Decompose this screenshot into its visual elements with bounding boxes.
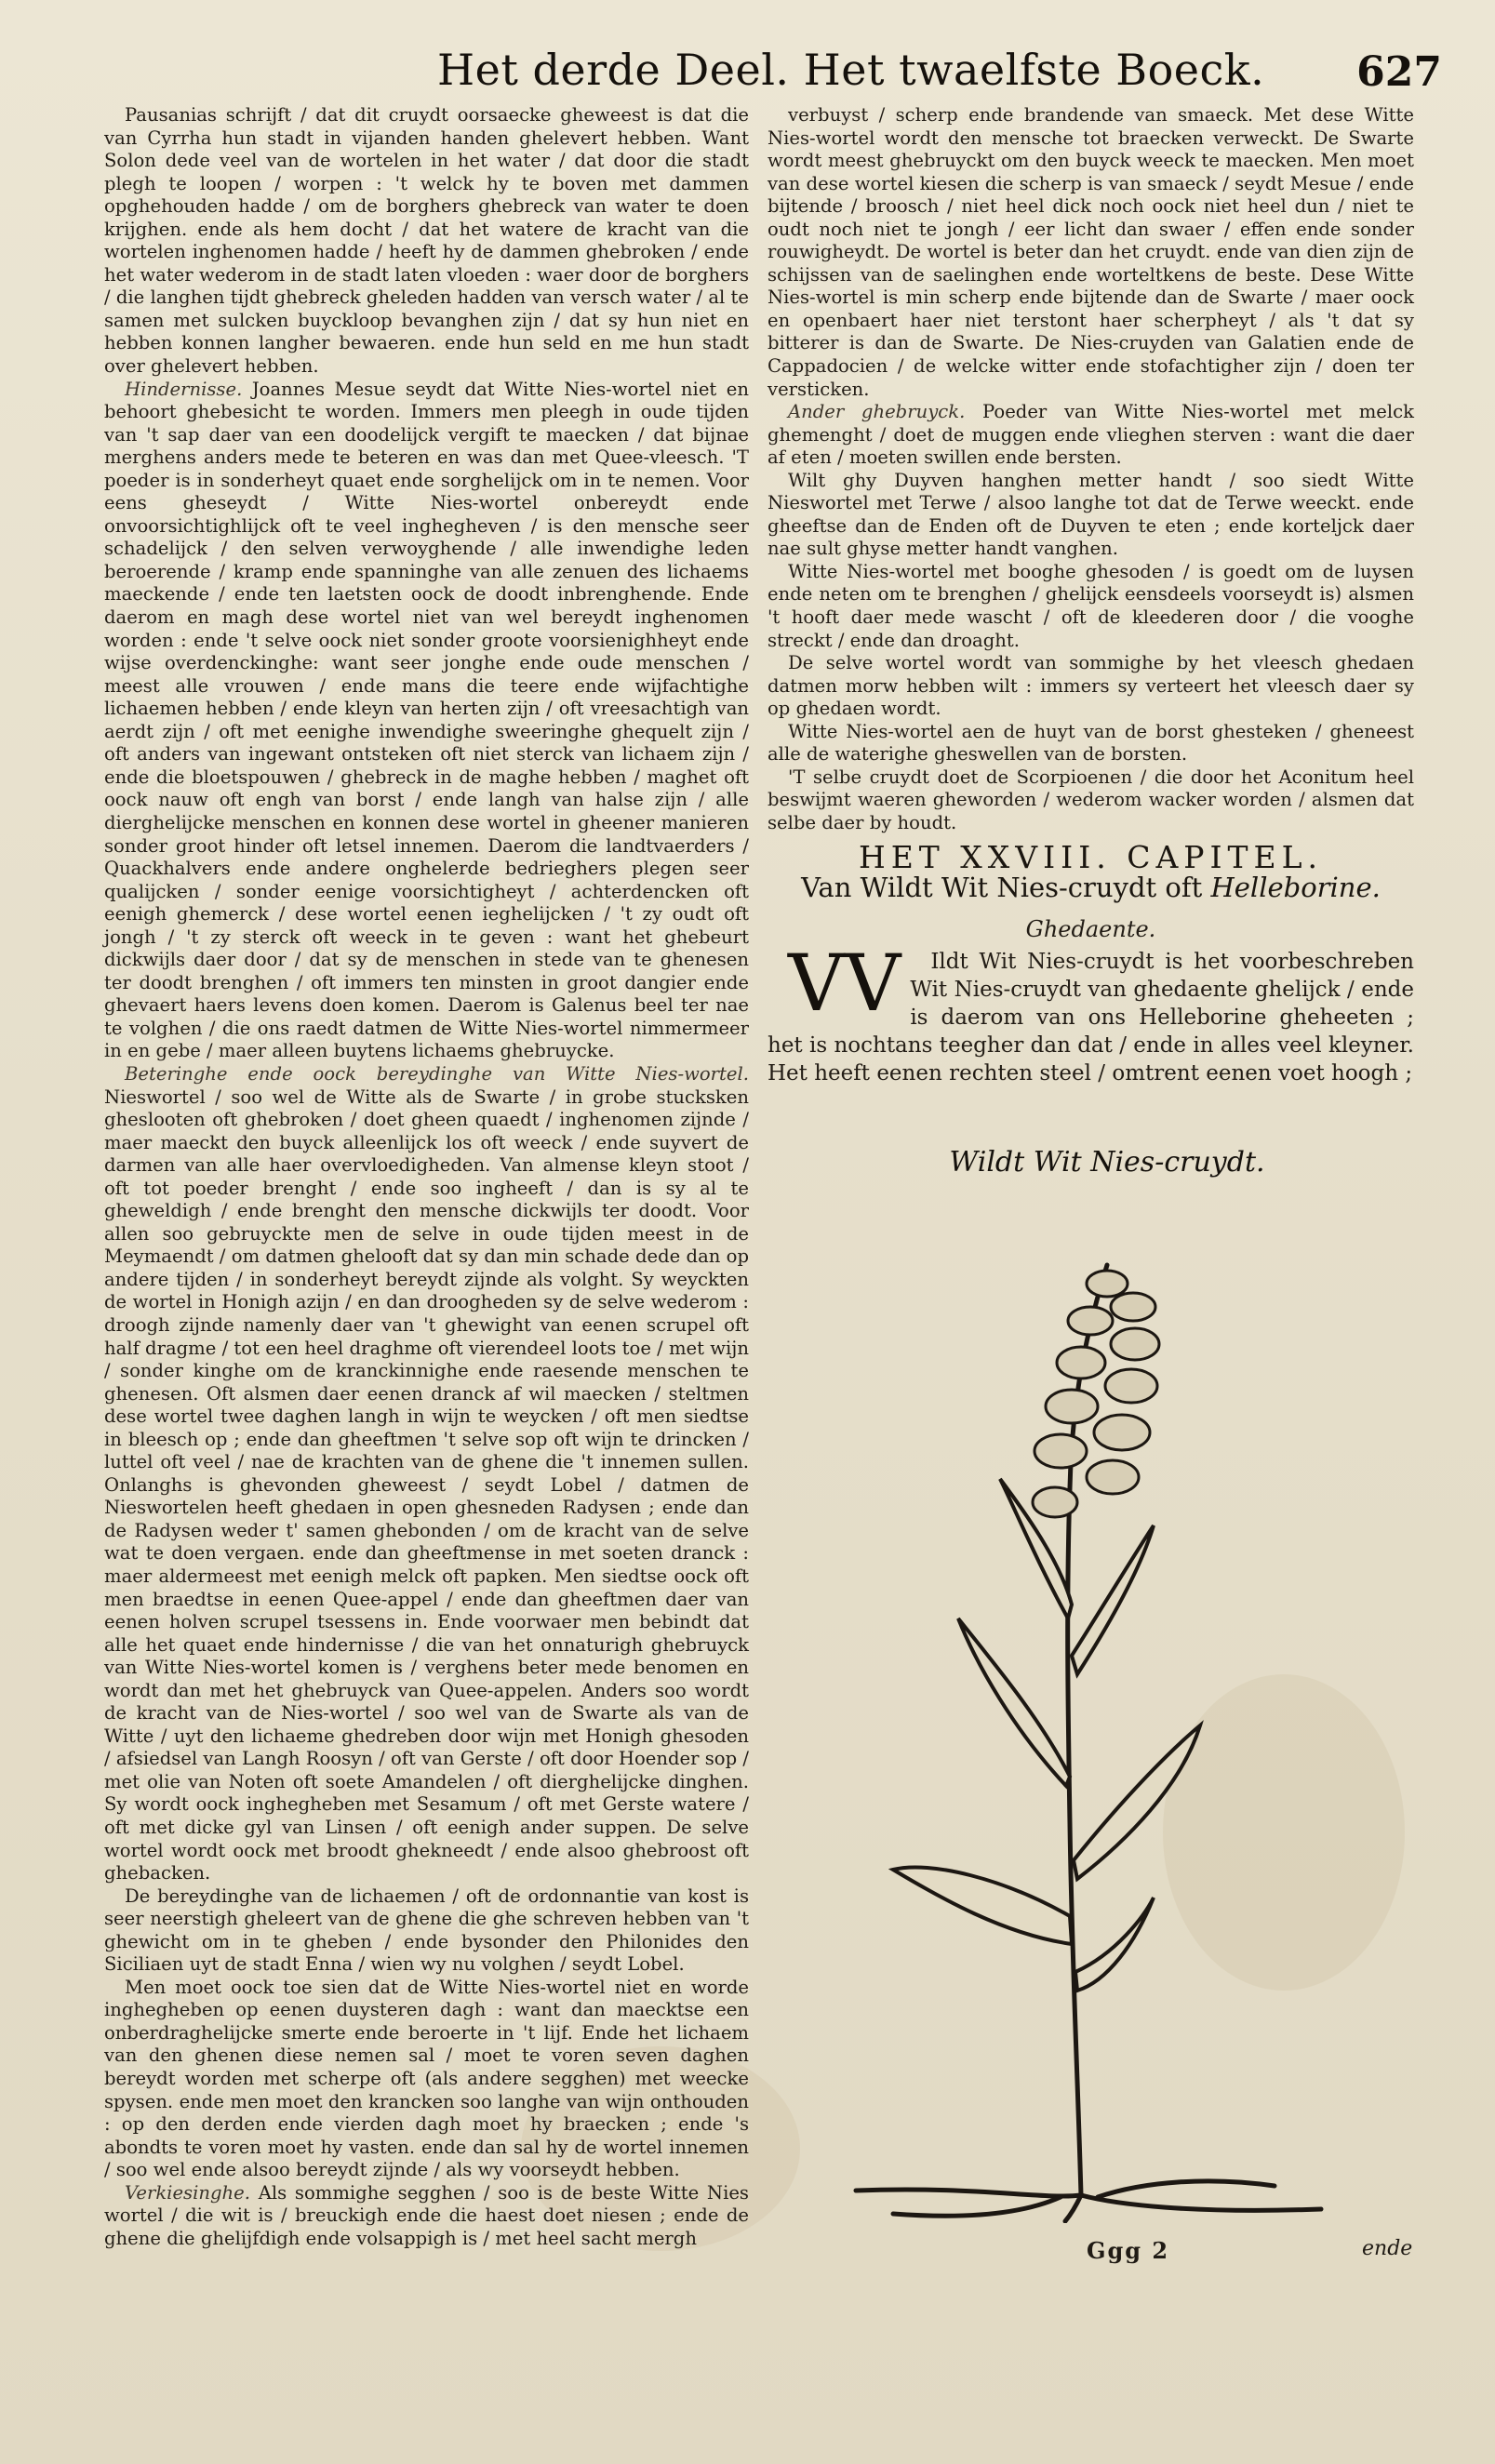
flower [1111,1328,1159,1360]
flower [1087,1460,1139,1494]
paragraph-text: 'T selbe cruydt doet de Scorpioenen / die door het Aconitum heel beswijmt waeren gheworden / wederom wacker worden / alsmen dat selbe daer by houdt. [768,766,1414,833]
signature-mark: Ggg 2 [1087,2237,1170,2264]
paragraph-lead: Ander ghebruyck. [788,401,966,423]
flower [1094,1415,1150,1450]
left-column [104,104,749,2250]
chapter-heading: HET XXVIII. CAPITEL. [858,838,1324,875]
right-column [768,104,1414,1087]
leaf [1074,1725,1200,1879]
flower [1034,1434,1087,1468]
paragraph-text: Pausanias schrijft / dat dit cruydt oorsaecke gheweest is dat die van Cyrrha hun stadt in vijanden handen ghelevert hebben. Want Solon dede veel van de wortelen in het water / dat door die stadt plegh te loopen / worpen : 't welck hy te boven met dammen opghehouden hadde / om de borghers ghebreck van water te doen krijghen. ende als hem docht / dat het watere de kracht van die wortelen inghenomen hadde / heeft hy de dammen ghebroken / ende het water wederom in de stadt laten vloeden : waer door de borghers / die langhen tijdt ghebreck gheleden hadden van versch water / al te samen met sulcken buyckloop bevanghen zijn / dat sy hun niet en hebben konnen langher bewaeren. ende hun seld en me hun stadt over ghelevert hebben. [104,104,749,378]
paragraph-lead: Beteringhe ende oock bereydinghe van Witte Nies-wortel. [125,1062,749,1085]
intro-text: Ildt Wit Nies-cruydt is het voorbeschreben Wit Nies-cruydt van ghedaente ghelijck / ende is daerom van ons Helleborine gheheeten ; het is nochtans teegher dan dat / ende in alles veel kleyner. Het heeft eenen rechten steel / omtrent eenen voet hoogh ; [768,950,1414,1086]
leaf [958,1618,1070,1786]
section-label: Ghedaente. [1025,915,1156,942]
paragraph [768,470,1414,561]
paragraph-text: Als sommighe segghen / soo is de beste Witte Nies wortel / die wit is / breuckigh ende die haest doet niesen ; ende de ghene die ghelijfdigh ende volsappigh is / met heel sacht mergh [104,2181,749,2249]
intro-paragraph [768,938,1414,1087]
chapter-title [768,872,1414,904]
catchword: ende [1362,2237,1413,2260]
root [1098,2181,1275,2197]
root [893,2197,1061,2216]
leaf [893,1867,1072,1944]
paragraph [104,1063,749,1885]
paragraph [768,652,1414,721]
helleborine-woodcut-illustration [837,1228,1358,2223]
paragraph-text: Wilt ghy Duyven hanghen metter handt / soo siedt Witte Nieswortel met Terwe / alsoo langhe tot dat de Terwe weeckt. ende gheeftse dan de Enden oft de Duyven te eten ; ende korteljck daer nae sult ghyse metter handt vanghen. [768,469,1414,560]
paragraph-text: Witte Nies-wortel aen de huyt van de borst ghesteken / gheneest alle de waterighe gheswellen van de borsten. [768,720,1414,766]
paragraph [104,104,749,379]
paragraph [768,766,1414,835]
paragraph [104,379,749,1063]
paragraph-text: verbuyst / scherp ende brandende van smaeck. Met dese Witte Nies-wortel wordt den mensche tot braecken verweckt. De Swarte wordt meest ghebruyckt om den buyck weeck te maecken. Men moet van dese wortel kiesen die scherp is van smaeck / seydt Mesue / ende bijtende / broosch / niet heel dick noch oock niet heel dun / niet te oudt noch niet te jongh / eer licht dan swaer / effen ende sonder rouwigheydt. De wortel is beter dan het cruydt. ende van dien zijn de schijssen van de saelinghen ende worteltkens de beste. Dese Witte Nies-wortel is min scherp ende bijtende dan de Swarte / maer oock en openbaert haer niet terstont haer scherpheyt / als 't dat sy bitterer is dan de Swarte. De Nies-cruyden van Galatien ende de Cappadocien / de welcke witter ende stofachtigher zijn / doen ter versticken. [768,104,1414,400]
illustration-caption: Wildt Wit Nies-cruydt. [949,1146,1265,1179]
paragraph-text: Poeder van Witte Nies-wortel met melck ghemenght / doet de muggen ende vlieghen sterven : want die daer af eten / moeten swillen ende bersten. [768,401,1414,469]
page-number: 627 [1356,48,1442,96]
paragraph [104,1885,749,1977]
paragraph [768,721,1414,766]
root [1065,2195,1081,2221]
leaf [1072,1525,1154,1674]
flower [1046,1390,1098,1423]
paragraph-text: Witte Nies-wortel met booghe ghesoden / is goedt om de luysen ende neten om te brenghen / ghelijck eensdeels voorseydt is) alsmen 't hooft daer mede wascht / oft de kleederen door / die vooghe streckt / ende dan droaght. [768,560,1414,651]
page-header [437,37,1442,112]
flower [1033,1487,1077,1517]
flower-bud [1068,1307,1113,1335]
flower-bud [1087,1271,1128,1297]
flower [1105,1369,1157,1403]
root [856,2190,1081,2196]
paragraph [104,1977,749,2182]
flower [1057,1347,1105,1379]
leaf [1075,1898,1154,1991]
paragraph [104,2182,749,2251]
chapter-title-prefix: Van Wildt Wit Nies-cruydt oft [801,872,1203,904]
paragraph-lead: Verkiesinghe. [125,2181,250,2204]
chapter-title-italic: Helleborine. [1210,872,1381,904]
root [1081,2195,1321,2210]
paragraph-text: Men moet oock toe sien dat de Witte Nies-wortel niet en worde inghegheben op eenen duysteren dagh : want dan maecktse een onberdraghelijcke smerte ende beroerte in 't lijf. Ende het lichaem van den ghenen diese nemen sal / moet te voren seven daghen bereydt worden met scherpe oft (als andere segghen) met weecke spysen. ende men moet den krancken soo langhe van wijn onthouden : op den derden ende vierden dagh moet hy braecken ; ende 's abondts te voren moet hy vasten. ende dan sal hy de wortel innemen / soo wel ende alsoo bereydt zijnde / als wy voorseydt hebben. [104,1976,749,2181]
paragraph [768,104,1414,401]
flower-bud [1111,1293,1155,1321]
paragraph-text: Joannes Mesue seydt dat Witte Nies-wortel niet en behoort ghebesicht te worden. Immers men pleegh in oude tijden van 't sap daer van een doodelijck vergift te maecken / dat bijnae merghens anders mede te beteren en was dan met Quee-vleesch. 'T poeder is in sonderheyt quaet ende sorghelijck om in te nemen. Voor eens gheseydt / Witte Nies-wortel onbereydt ende onvoorsichtighlijck oft te veel inghegheven / is den mensche seer schadelijck / den selven verwoyghende / alle inwendighe leden beroerende / kramp ende spanninghe van alle zenuen des lichaems maeckende / ende ten laetsten oock de doodt inbrenghende. Ende daerom en magh dese wortel niet van wel bereydt inghenomen worden : ende 't selve oock niet sonder groote voorsienighheyt ende wijse overdenckinghe: want seer jonghe ende oude menschen / meest alle vrouwen / ende mans die teere ende wijfachtighe lichaemen hebben / ende kleyn van herten zijn / oft vreesachtigh van aerdt zijn / oft met eenighe inwendighe sweeringhe ghequelt zijn / oft anders van ingewant ontsteken oft niet sterck van lichaem zijn / ende die bloetspouwen / ghebreck in de maghe hebben / maghet oft oock nauw oft engh van borst / ende langh van halse zijn / alle dierghelijcke menschen en konnen dese wortel in gheener manieren sonder groot hinder oft letsel innemen. Daerom die landtvaerders / Quackhalvers ende andere onghelerde bedrieghers plegen seer qualijcken / sonder eenige voorsichtigheyt / achterdencken oft eenigh ghemerck / dese wortel eenen ieghelijcken / 't zy oudt oft jongh / 't zy sterck oft weeck in te geven : want het ghebeurt dickwijls daer door / dat sy de menschen in stede van te ghenesen ter doodt brenghen / oft immers ten minsten in groot dangier ende ghevaert haers levens doen komen. Daerom is Galenus beel ter nae te volghen / die ons raedt datmen de Witte Nies-wortel nimmermeer in en gebe / maer alleen buytens lichaems ghebruycke. [104,378,749,1062]
paragraph-text: De bereydinghe van de lichaemen / oft de ordonnantie van kost is seer neerstigh gheleert van de ghene die ghe schreven hebben van 't ghewicht om in te gheben / ende bysonder den Philonides den Siciliaen uyt de stadt Enna / wien wy nu volghen / seydt Lobel. [104,1885,749,1976]
paragraph-text: De selve wortel wordt van sommighe by het vleesch ghedaen datmen morw hebben wilt : immers sy verteert het vleesch daer sy op ghedaen wordt. [768,652,1414,720]
paragraph-text: Nieswortel / soo wel de Witte als de Swarte / in grobe stucksken gheslooten oft ghebroken / doet gheen quaedt / inghenomen zijnde / maer maeckt den buyck alleenlijck los oft weeck / ende suyvert de darmen van alle haer overvloedigheden. Van almense kleyn stoot / oft tot poeder brenght / ende soo ingheeft / dan is sy al te gheweldigh / ende brenght den mensche dickwijls ter doodt. Voor allen soo gebruyckte men de selve in oude tijden meest in de Meymaendt / om datmen ghelooft dat sy dan min schade dede dan op andere tijden / in sonderheyt bereydt zijnde als volght. Sy weyckten de wortel in Honigh azijn / en dan droogheden sy de selve wederom : droogh zijnde namenly daer van 't ghewight van eenen scrupel oft half dragme / tot een heel draghme oft vierendeel loots toe / met wijn / sonder kinghe om de kranckinnighe ende raesende menschen te ghenesen. Oft alsmen daer eenen dranck af wil maecken / steltmen dese wortel twee daghen langh in wijn te weycken / oft men siedtse in bleesch op ; ende dan gheeftmen 't selve sop oft wijn te drincken / luttel oft veel / nae de krachten van de ghene die 't innemen sullen. Onlanghs is ghevonden gheweest / seydt Lobel / datmen de Nieswortelen heeft ghedaen in open ghesneden Radysen ; ende dan de Radysen weder t' samen ghebonden / om de kracht van de selve wat te doen vergaen. ende dan gheeftmense in met soeten dranck : maer aldermeest met eenigh melck oft papken. Men siedtse oock oft men braedtse in eenen Quee-appel / ende dan gheeftmen daer van eenen holven scrupel tsessens in. Ende voorwaer men bebindt dat alle het quaet ende hindernisse / die van het onnaturigh ghebruyck van Witte Nies-wortel komen is / verghens beter mede benomen en wordt dan met het ghebruyck van Quee-appelen. Anders soo wordt de kracht van de Nies-wortel / soo wel van de Swarte als van de Witte / uyt den lichaeme ghedreben door wijn met Honigh ghesoden / afsiedsel van Langh Roosyn / oft van Gerste / oft door Hoender sop / met olie van Noten oft soete Amandelen / oft dierghelijcke dinghen. Sy wordt oock inghegheben met Sesamum / oft met Gerste watere / oft met dicke gyl van Linsen / oft eenigh ander suppen. De selve wortel wordt oock met broodt ghekneedt / ende alsoo ghebroost oft ghebacken. [104,1085,749,1885]
paragraph [768,561,1414,652]
running-head: Het derde Deel. Het twaelfste Boeck. [437,45,1265,95]
paragraph [768,401,1414,470]
paragraph-lead: Hindernisse. [125,378,243,400]
drop-cap: VV [788,938,901,1030]
